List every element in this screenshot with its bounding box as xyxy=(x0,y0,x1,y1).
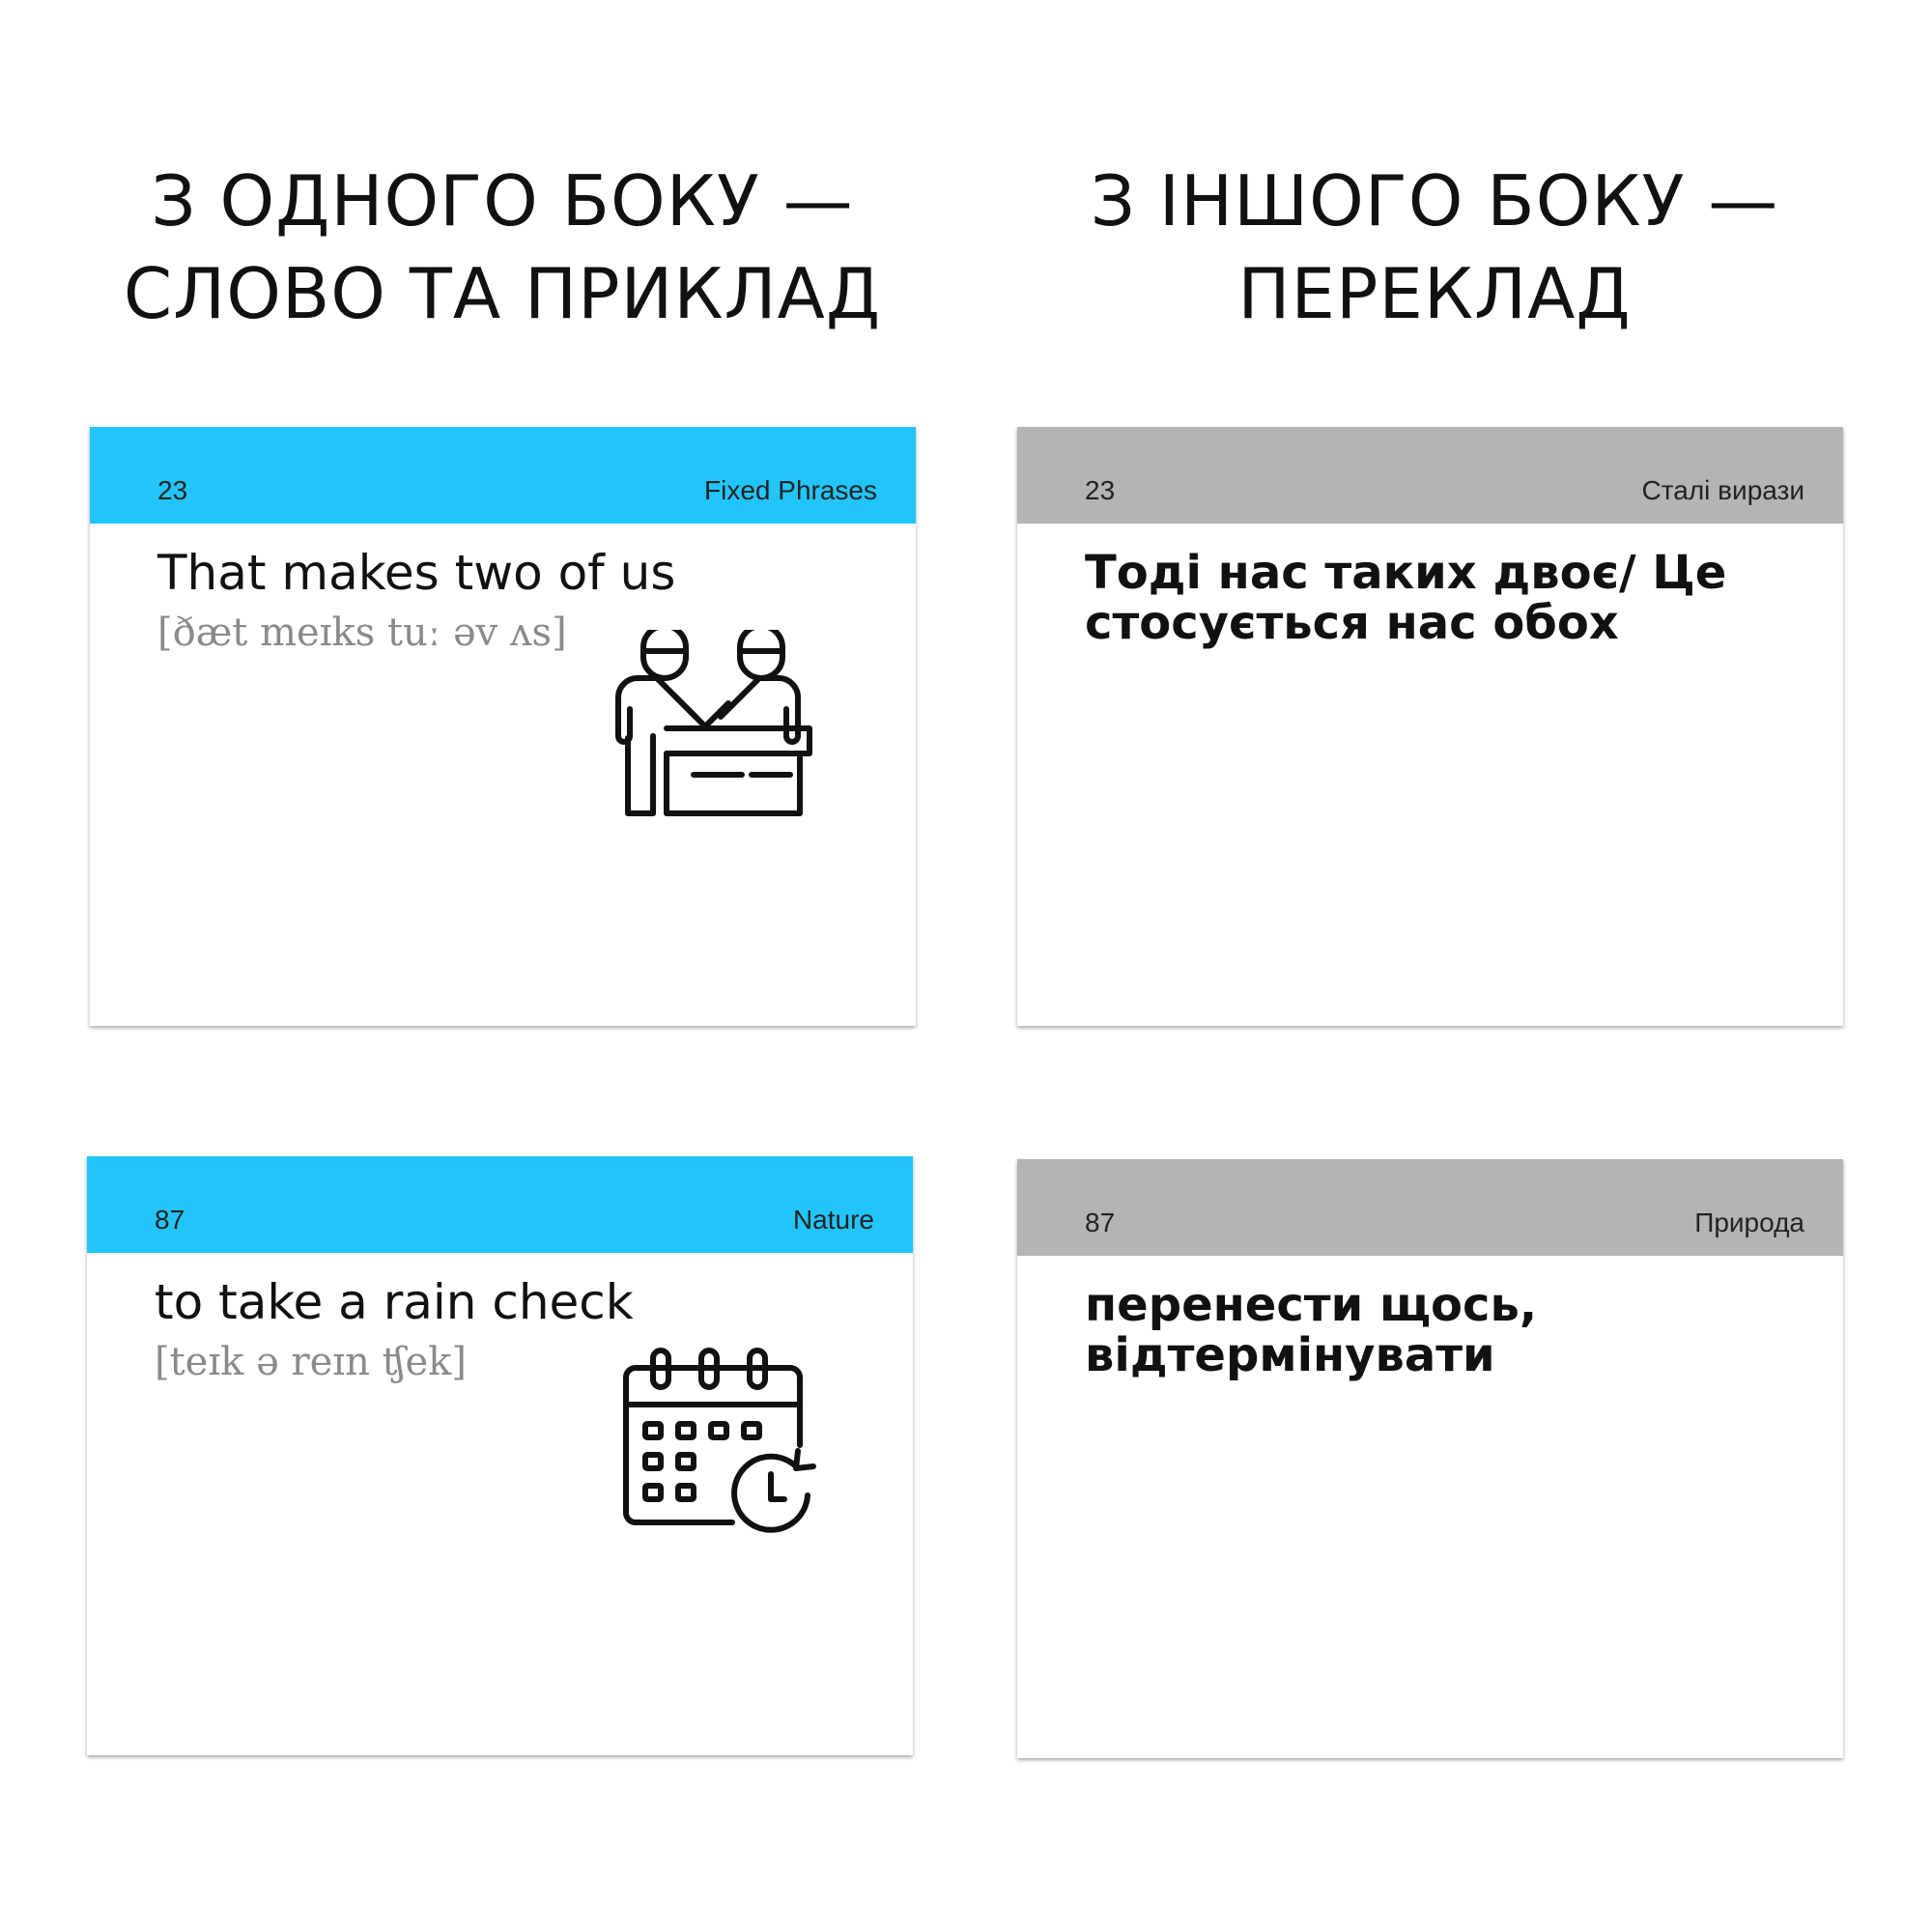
handshake-icon xyxy=(607,630,819,823)
card-number: 23 xyxy=(157,475,188,505)
card-phrase: That makes two of us xyxy=(157,545,676,601)
calendar-clock-icon xyxy=(618,1345,821,1538)
card-transcription: [teɪk ə reɪn ʧek] xyxy=(155,1340,467,1384)
card-header xyxy=(1017,427,1843,524)
card-translation: Тоді нас таких двоє/ Це стосується нас обох xyxy=(1085,546,1727,650)
card-category: Сталі вирази xyxy=(1641,475,1804,505)
card-phrase: to take a rain check xyxy=(155,1274,634,1330)
flashcard-front-23 xyxy=(90,427,916,1026)
card-category: Fixed Phrases xyxy=(704,475,877,505)
card-number: 87 xyxy=(1085,1208,1116,1237)
flashcard-front-87 xyxy=(87,1156,913,1755)
back-side-heading xyxy=(1000,155,1869,340)
card-category: Природа xyxy=(1694,1208,1804,1237)
card-category: Nature xyxy=(792,1205,874,1235)
front-side-heading-line-2: СЛОВО ТА ПРИКЛАД xyxy=(123,253,882,334)
flashcard-back-87 xyxy=(1017,1159,1843,1758)
card-header xyxy=(87,1156,913,1253)
back-side-heading-line-1: З ІНШОГО БОКУ — xyxy=(1090,160,1779,242)
card-transcription: [ðæt meɪks tuː əv ʌs] xyxy=(157,611,567,655)
back-side-heading-line-2: ПЕРЕКЛАД xyxy=(1237,253,1632,334)
flashcard-back-23 xyxy=(1017,427,1843,1026)
front-side-heading-line-1: З ОДНОГО БОКУ — xyxy=(151,160,854,242)
card-header xyxy=(90,427,916,524)
card-translation: перенести щось, відтермінувати xyxy=(1085,1278,1538,1382)
card-number: 87 xyxy=(155,1205,185,1235)
card-number: 23 xyxy=(1085,475,1116,505)
front-side-heading xyxy=(68,155,937,340)
card-header xyxy=(1017,1159,1843,1256)
